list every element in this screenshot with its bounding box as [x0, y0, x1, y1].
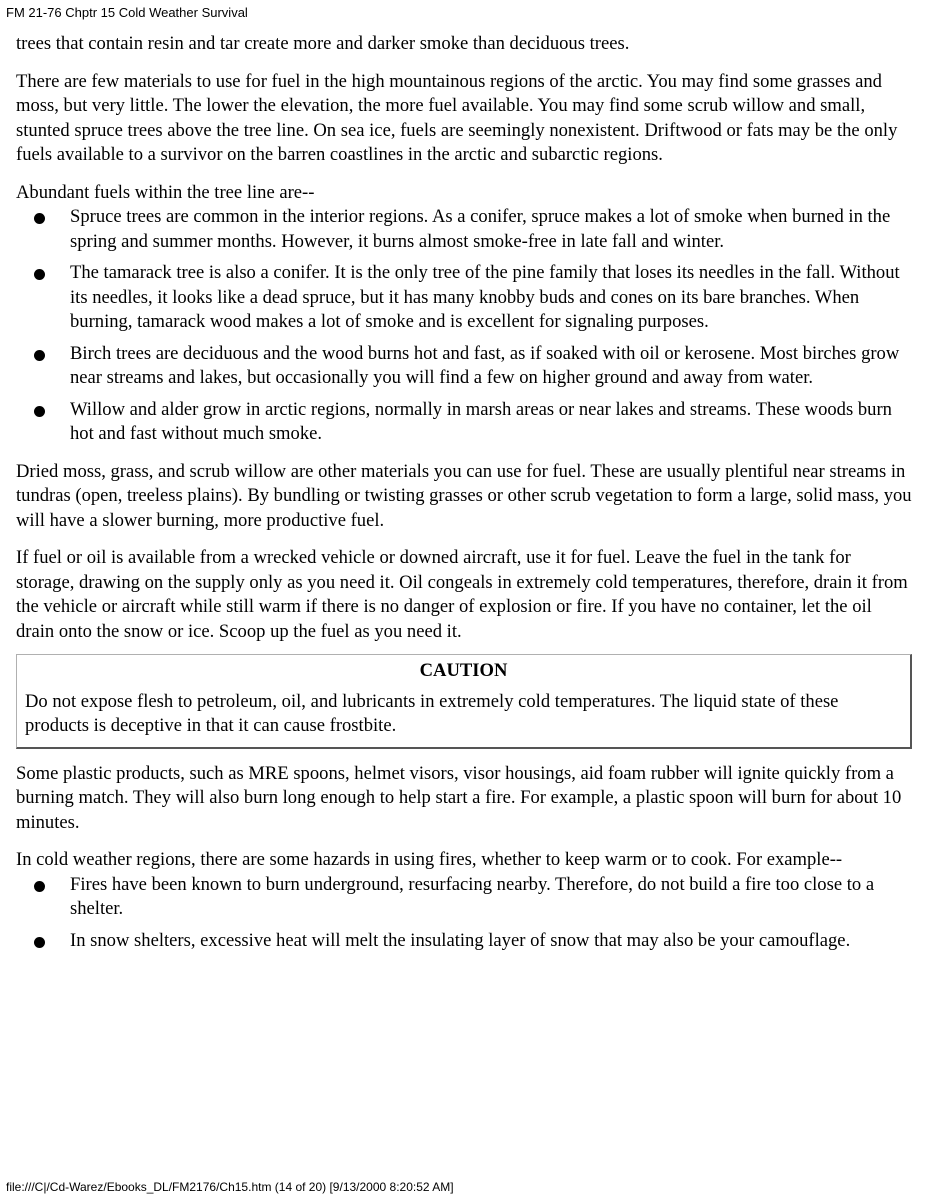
document-body [16, 32, 912, 960]
list-item-text: Fires have been known to burn underground, resurfacing nearby. Therefore, do not build a fire too close to a shelter. [70, 873, 875, 919]
caution-box [16, 654, 912, 749]
caution-text: Do not expose flesh to petroleum, oil, and lubricants in extremely cold temperatures. The liquid state of these products is deceptive in that it can cause frostbite. [25, 690, 839, 736]
bullet-icon [34, 406, 45, 417]
paragraph-abundant-fuels-intro: Abundant fuels within the tree line are-- [16, 181, 315, 203]
hazard-list [16, 873, 912, 954]
bullet-icon [34, 213, 45, 224]
list-item-text: Willow and alder grow in arctic regions, normally in marsh areas or near lakes and streams. These woods burn hot and fast without much smoke. [70, 398, 892, 444]
list-item [70, 873, 912, 922]
list-item [70, 205, 912, 254]
bullet-icon [34, 269, 45, 280]
list-item-text: The tamarack tree is also a conifer. It is the only tree of the pine family that loses its needles in the fall. Without its needles, it looks like a dead spruce, but it has many knobby buds and cones on its bare branches. When burning, tamarack wood makes a lot of smoke and is excellent for signaling purposes. [70, 262, 900, 332]
page-header-title: FM 21-76 Chptr 15 Cold Weather Survival [6, 5, 248, 20]
list-item-text: In snow shelters, excessive heat will melt the insulating layer of snow that may also be your camouflage. [70, 929, 851, 951]
paragraph-mountain-fuels: There are few materials to use for fuel in the high mountainous regions of the arctic. You may find some grasses and moss, but very little. The lower the elevation, the more fuel available. You may find some scrub willow and small, stunted spruce trees above the tree line. On sea ice, fuels are seemingly nonexistent. Driftwood or fats may be the only fuels available to a survivor on the barren coastlines in the arctic and subarctic regions. [16, 70, 898, 165]
list-item-text: Birch trees are deciduous and the wood burns hot and fast, as if soaked with oil or kerosene. Most birches grow near streams and lakes, but occasionally you will find a few on higher ground and away from water. [70, 342, 900, 388]
list-item [70, 261, 912, 335]
paragraph-fuel-oil: If fuel or oil is available from a wrecked vehicle or downed aircraft, use it for fuel. Leave the fuel in the tank for storage, drawing on the supply only as you need it. Oil congeals in extremely cold temperatures, therefore, drain it from the vehicle or aircraft while still warm if there is no danger of explosion or fire. If you have no container, let the oil drain onto the snow or ice. Scoop up the fuel as you need it. [16, 547, 908, 642]
bullet-icon [34, 881, 45, 892]
list-item [70, 342, 912, 391]
paragraph-moss-grass-fuel: Dried moss, grass, and scrub willow are other materials you can use for fuel. These are usually plentiful near streams in tundras (open, treeless plains). By bundling or twisting grasses or other scrub vegetation to form a large, solid mass, you will have a slower burning, more productive fuel. [16, 460, 912, 531]
paragraph-fire-hazards-intro: In cold weather regions, there are some hazards in using fires, whether to keep warm or to cook. For example-- [16, 849, 843, 870]
caution-title: CAUTION [419, 660, 508, 681]
list-item-text: Spruce trees are common in the interior regions. As a conifer, spruce makes a lot of smoke when burned in the spring and summer months. However, it burns almost smoke-free in late fall and winter. [70, 206, 891, 252]
list-item [70, 398, 912, 447]
paragraph-plastic-products: Some plastic products, such as MRE spoons, helmet visors, visor housings, aid foam rubber will ignite quickly from a burning match. They will also burn long enough to help start a fire. For example, a plastic spoon will burn for about 10 minutes. [16, 762, 902, 833]
list-item [70, 929, 912, 954]
bullet-icon [34, 937, 45, 948]
paragraph-resin-smoke: trees that contain resin and tar create more and darker smoke than deciduous trees. [16, 33, 630, 54]
page-footer-url: file:///C|/Cd-Warez/Ebooks_DL/FM2176/Ch15.htm (14 of 20) [9/13/2000 8:20:52 AM] [6, 1180, 454, 1194]
fuel-list [16, 205, 912, 447]
bullet-icon [34, 350, 45, 361]
